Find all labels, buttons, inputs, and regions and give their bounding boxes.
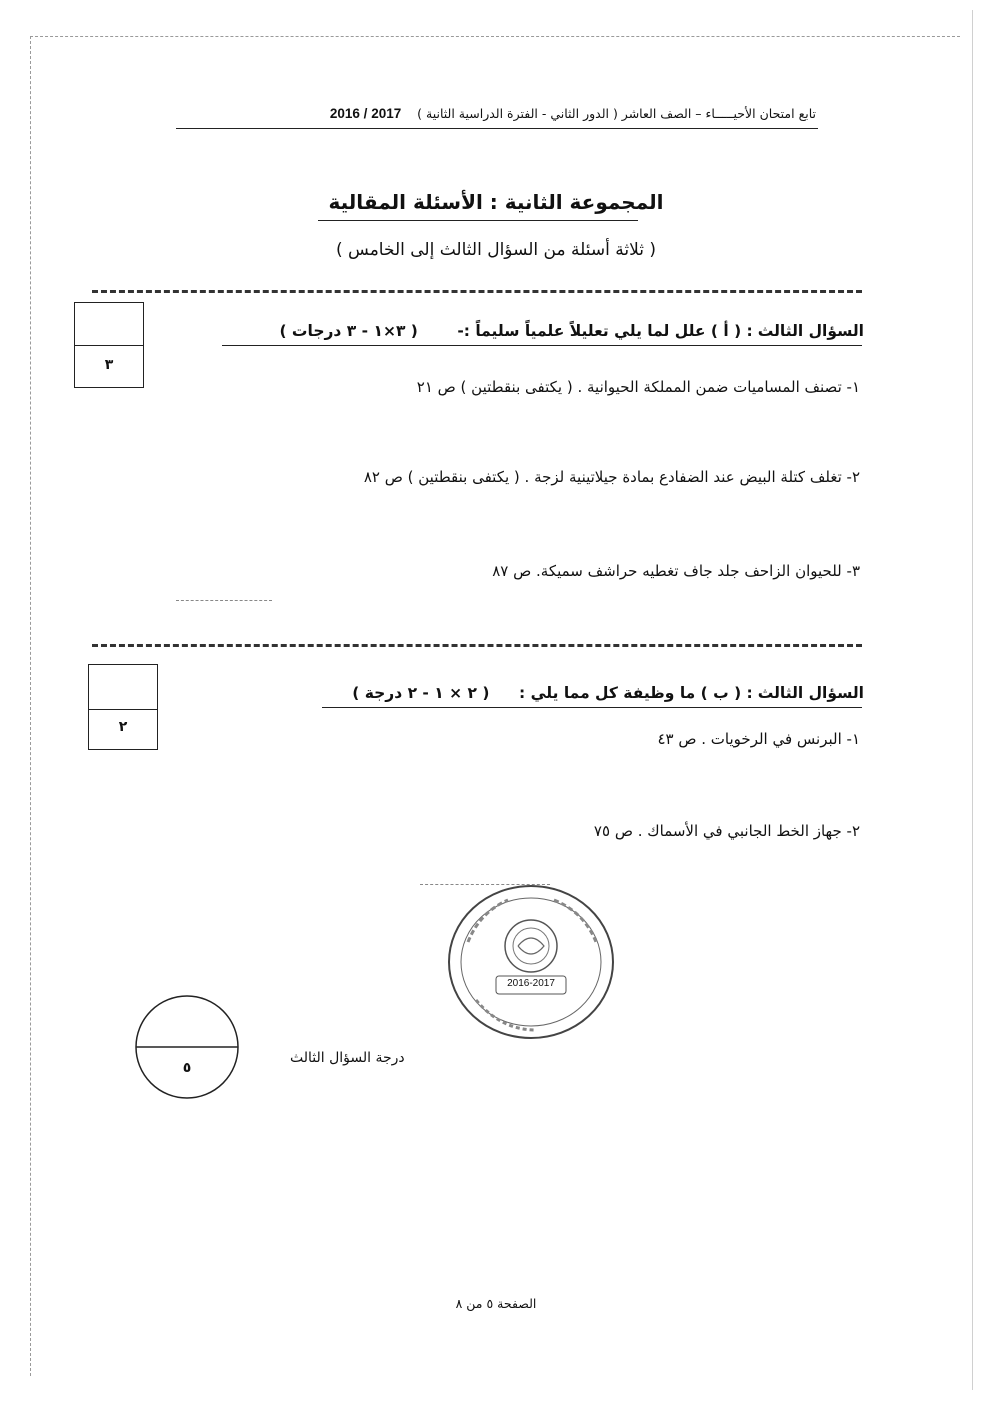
group-subtitle: ( ثلاثة أسئلة من السؤال الثالث إلى الخامس ) xyxy=(335,240,657,260)
question-instruction: : ( ب ) ما وظيفة كل مما يلي : xyxy=(519,684,753,702)
question-heading-part-a xyxy=(279,322,864,340)
stamp-graphic xyxy=(446,882,616,1042)
exam-year: 2017 / 2016 xyxy=(329,106,402,121)
score-box-value: ٢ xyxy=(118,719,128,735)
list-item: ١- البرنس في الرخويات . ص ٤٣ xyxy=(657,730,860,748)
header-underline xyxy=(176,128,818,129)
page-edge-right xyxy=(972,10,973,1390)
score-box-divider xyxy=(89,709,157,710)
total-score-circle xyxy=(134,994,240,1100)
minor-dash xyxy=(176,600,272,601)
total-score-value: ٥ xyxy=(182,1060,192,1076)
exam-header xyxy=(176,106,816,121)
ministry-stamp xyxy=(446,882,616,1042)
section-divider xyxy=(92,290,862,293)
question-instruction: : ( أ ) علل لما يلي تعليلاً علمياً سليماً :- xyxy=(457,322,753,340)
list-item: ٢- تغلف كتلة البيض عند الضفادع بمادة جيلاتينية لزجة . ( يكتفى بنقطتين ) ص ٨٢ xyxy=(363,468,860,486)
score-box-part-a xyxy=(74,302,144,388)
page-edge-top xyxy=(30,36,960,37)
question-label: السؤال الثالث xyxy=(757,322,864,340)
question-heading-underline xyxy=(322,707,862,708)
page-number: الصفحة ٥ من ٨ xyxy=(455,1296,537,1311)
stamp-year: 2016-2017 xyxy=(507,978,555,989)
question-marks: ( ٣×١ - ٣ درجات ) xyxy=(279,322,418,340)
group-title-underline xyxy=(318,220,638,221)
question-marks: ( ٢ × ١ - ٢ درجة ) xyxy=(352,684,490,702)
list-item: ٢- جهاز الخط الجانبي في الأسماك . ص ٧٥ xyxy=(593,822,860,840)
section-divider xyxy=(92,644,862,647)
exam-header-text: تابع امتحان الأحيـــــاء – الصف العاشر ( الدور الثاني - الفترة الدراسية الثانية ) xyxy=(417,106,816,121)
list-item: ٣- للحيوان الزاحف جلد جاف تغطيه حراشف سميكة. ص ٨٧ xyxy=(492,562,860,580)
score-box-part-b xyxy=(88,664,158,750)
group-title: المجموعة الثانية : الأسئلة المقالية xyxy=(328,190,664,214)
score-box-divider xyxy=(75,345,143,346)
list-item: ١- تصنف المساميات ضمن المملكة الحيوانية . ( يكتفى بنقطتين ) ص ٢١ xyxy=(416,378,860,396)
score-box-value: ٣ xyxy=(104,357,114,373)
page-edge-left xyxy=(30,36,31,1376)
total-score-label: درجة السؤال الثالث xyxy=(290,1050,405,1066)
question-label: السؤال الثالث xyxy=(757,684,864,702)
question-heading-underline xyxy=(222,345,862,346)
question-heading-part-b xyxy=(352,684,864,702)
score-circle-graphic xyxy=(134,994,240,1100)
